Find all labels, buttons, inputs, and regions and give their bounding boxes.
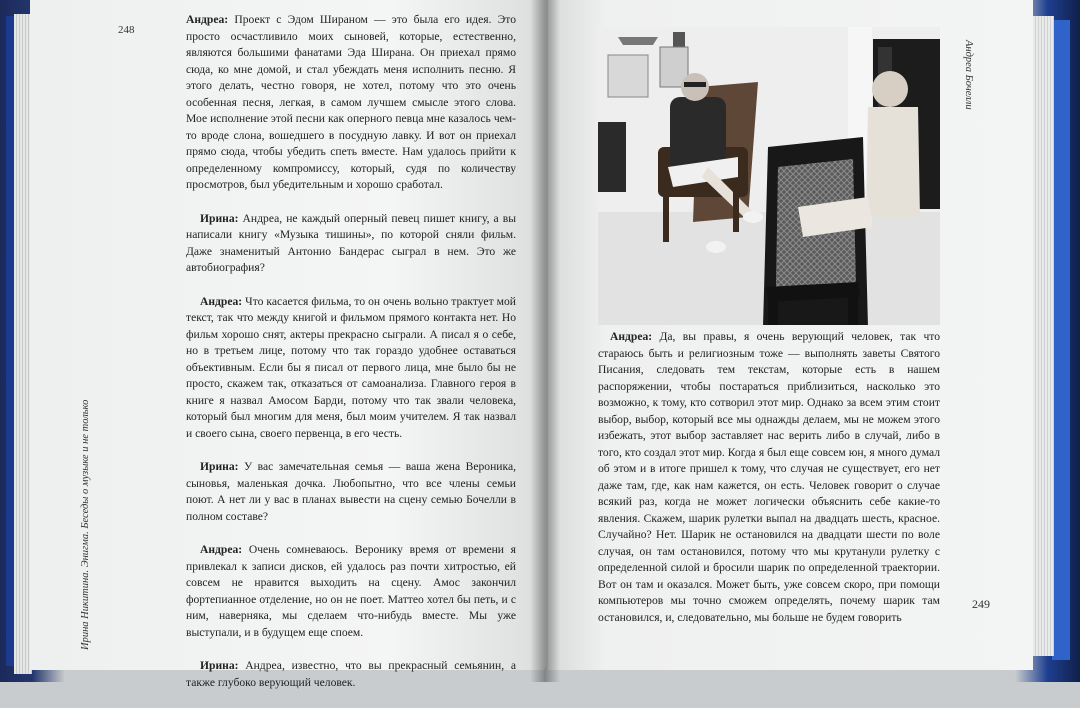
paragraph-text: Очень сомневаюсь. Веронику время от времени я привлекал к записи дисков, ей удалось раз почти хитростью, ей совсем не нравится выходить на сцену. Амос закончил фортепианное отделение, но он не поет. Маттео хотел бы петь, и с ним, наверняка, мы сделаем что-нибудь вместе. Мы уже выступали, и в будущем еще споем. [186,543,516,639]
photo-illustration [598,27,940,325]
speaker-label: Ирина: [200,211,239,225]
speaker-label: Андреа: [186,13,229,26]
paragraph-text: У вас замечательная семья — ваша жена Вероника, сыновья, маленькая дочка. Любопытно, что все члены семьи поют. А нет ли у вас в планах вывести на сцену семью Бочелли в полном составе? [186,460,516,523]
book-spine-gutter [530,0,560,682]
paragraph [598,329,940,626]
paragraph [186,542,516,641]
speaker-label: Ирина: [200,659,239,672]
speaker-label: Ирина: [200,460,239,473]
right-page-text [598,329,940,626]
paragraph [186,294,516,443]
cover-edge-left [6,16,14,666]
running-head-right: Андреа Бочелли [963,40,974,110]
page-stack-right [1030,16,1054,656]
speaker-label: Андреа: [200,294,243,308]
paragraph [186,211,516,277]
paragraph-text: Проект с Эдом Шираном — это была его идея. Это просто осчастливило моих сыновей, которые, естественно, являются большими фанатами Эда Ширана. Он приехал прямо сюда, ко мне домой, и стал убеждать меня исполнить песню. Я этого делать, честно говоря, не хотел, потому что это очень особенная песня, легкая, в самом лучшем смысле этого слова. Мое исполнение этой песни как оперного певца мне казалось чем-то вроде слона, вошедшего в посудную лавку. И вот он приехал прямо сюда, чтобы убедить спеть вместе. Нам удалось прийти к определенному компромиссу, который, судя по количеству просмотров, был убедительным и хорошо сработал. [186,13,516,191]
paragraph [186,459,516,525]
left-page-text [186,12,516,708]
interview-photo [598,27,940,325]
paragraph-text: Да, вы правы, я очень верующий человек, так что стараюсь быть и религиозным тоже — выполнять заветы Святого Писания, следовать тем текстам, которые есть в нашем распоряжении, чтобы постараться приблизиться, насколько это возможно, к тому, кто сотворил этот мир. Однако за всем этим стоит выбор, выбор, который все мы однажды делаем, мы не можем этого избежать, этот выбор заставляет нас верить либо в случай, либо в того, кто создал этот мир. Когда я был еще совсем юн, я много думал об этом и в итоге пришел к тому, что случая не существует, его нет даже там, где, как нам кажется, он есть. Человек говорит о случае всякий раз, когда не может логически объяснить себе какие-то явления. Скажем, шарик рулетки выпал на двадцать шесть, красное. Случайно? Нет. Шарик не остановился на двадцати шести по воле случая, он там остановился, потому что мы крутанули рулетку с определенной силой и бросили шарик по определенной траектории. Вот он там и оказался. Может быть, уже совсем скоро, при помощи компьютеров мы точно сможем определять, почему шарик там остановился, и, следовательно, мы больше не будем говорить [598,330,940,624]
left-page-number: 248 [118,24,135,36]
speaker-label: Андреа: [610,330,653,343]
speaker-label: Андреа: [200,543,243,556]
paragraph-text: Андреа, известно, что вы прекрасный семьянин, а также глубоко верующий человек. [186,659,516,689]
paragraph-text: Что касается фильма, то он очень вольно трактует мой текст, так что между книгой и фильмом прямого контакта нет. Но фильм хорошо снят, актеры прекрасно сыграли. А писал я о себе, но в третьем лице, потому что так гораздо удобнее оставаться объективным. Если бы я писал от первого лица, мне было бы не просто, скажем так, отказаться от самоанализа. Главного героя в книге я назвал Амосом Барди, потому что так звали человека, который был многим для меня, был моим учителем. Я так назвал и своего сына, своего первенца, в его честь. [186,294,516,440]
paragraph [186,12,516,194]
cover-edge-right [1052,20,1070,660]
running-head-left: Ирина Никитина. Энигма. Беседы о музыке и не только [80,399,91,650]
paragraph [186,658,516,691]
paragraph-text: Андреа, не каждый оперный певец пишет книгу, а вы написали книгу «Музыка тишины», по которой сняли фильм. Даже знаменитый Антонио Бандерас сыграл в нем. Это же автобиография? [186,211,516,274]
right-page-number: 249 [972,597,990,611]
